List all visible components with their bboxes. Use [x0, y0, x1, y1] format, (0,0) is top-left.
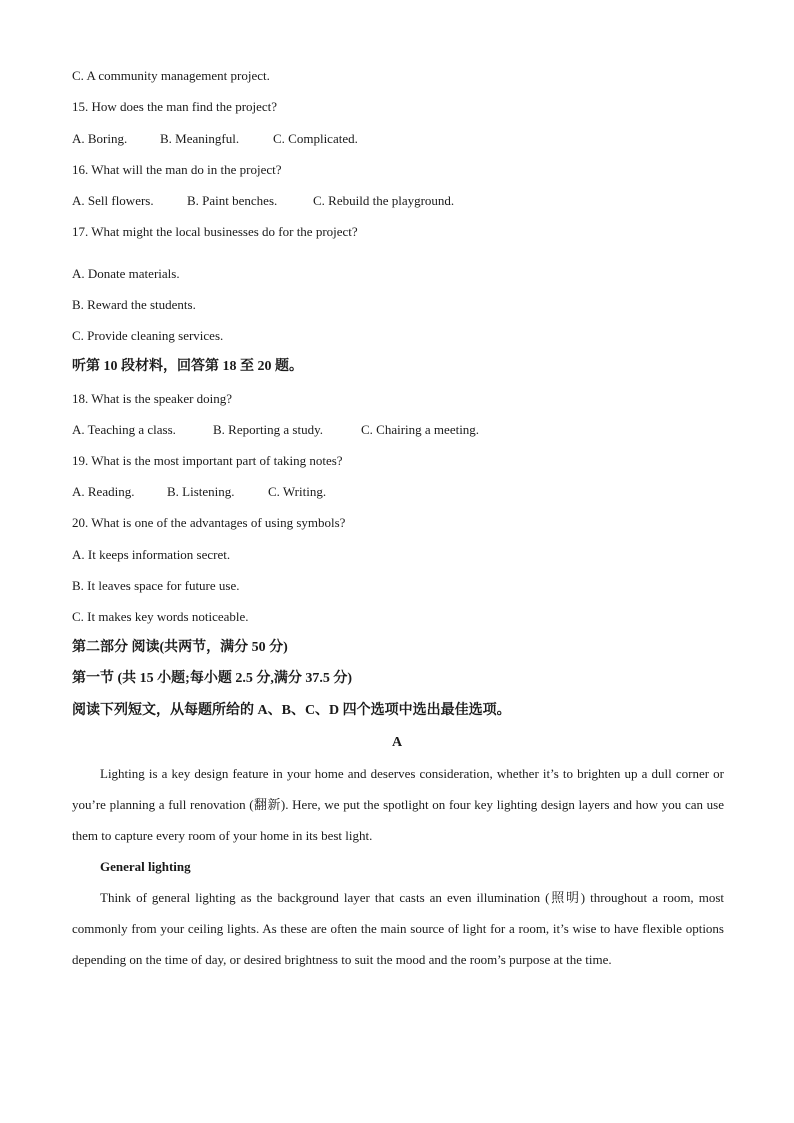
general-lighting-paragraph: Think of general lighting as the background layer that casts an even illumination (照明) throughout a room, most commonly from your ceiling lights. As these are often the main source of light for a room, it’s wise to have flexible options depending on the time of day, or desired brightness to suit the mood and the room’s purpose at the time.: [72, 890, 724, 967]
q18-option-c: C. Chairing a meeting.: [361, 422, 480, 437]
q17-option-a: A. Donate materials.: [72, 266, 180, 281]
q19-option-b: B. Listening.: [167, 484, 235, 499]
reading-instructions: 阅读下列短文，从每题所给的 A、B、C、D 四个选项中选出最佳选项。: [72, 703, 511, 718]
q20-option-c: C. It makes key words noticeable.: [72, 609, 249, 624]
q15-option-a: A. Boring.: [72, 131, 128, 146]
q19-question: 19. What is the most important part of taking notes?: [72, 453, 343, 468]
q15-question: 15. How does the man find the project?: [72, 99, 278, 114]
q19-option-c: C. Writing.: [268, 484, 327, 499]
q15-options: [72, 131, 358, 147]
q16-option-c: C. Rebuild the playground.: [313, 193, 455, 208]
q20-option-a: A. It keeps information secret.: [72, 547, 231, 562]
q18-options: [72, 422, 479, 438]
q17-option-c: C. Provide cleaning services.: [72, 328, 224, 343]
section-1-heading: 第一节 (共 15 小题;每小题 2.5 分,满分 37.5 分): [72, 671, 352, 686]
q17-option-b: B. Reward the students.: [72, 297, 196, 312]
passage-intro-paragraph: Lighting is a key design feature in your home and deserves consideration, whether it’s to brighten up a dull corner or you’re planning a full renovation (翻新). Here, we put the spotlight on four key lighting design layers and how you can use them to capture every room of your home in its best light.: [72, 766, 724, 843]
q20-option-b: B. It leaves space for future use.: [72, 578, 240, 593]
part-2-heading: 第二部分 阅读(共两节，满分 50 分): [72, 640, 288, 655]
q18-option-b: B. Reporting a study.: [213, 422, 324, 437]
q19-option-a: A. Reading.: [72, 484, 135, 499]
q14-option-c: C. A community management project.: [72, 68, 270, 83]
subheading-general-lighting: General lighting: [100, 859, 191, 874]
q16-option-a: A. Sell flowers.: [72, 193, 154, 208]
q15-option-c: C. Complicated.: [273, 131, 358, 146]
q20-question: 20. What is one of the advantages of using symbols?: [72, 515, 346, 530]
q18-question: 18. What is the speaker doing?: [72, 391, 233, 406]
section-10-heading: 听第 10 段材料，回答第 18 至 20 题。: [72, 359, 303, 374]
q16-options: [72, 193, 454, 209]
q15-option-b: B. Meaningful.: [160, 131, 240, 146]
q16-option-b: B. Paint benches.: [187, 193, 278, 208]
q17-question: 17. What might the local businesses do for the project?: [72, 224, 358, 239]
passage-letter: A: [391, 735, 403, 750]
q18-option-a: A. Teaching a class.: [72, 422, 176, 437]
q16-question: 16. What will the man do in the project?: [72, 162, 282, 177]
q19-options: [72, 484, 326, 500]
